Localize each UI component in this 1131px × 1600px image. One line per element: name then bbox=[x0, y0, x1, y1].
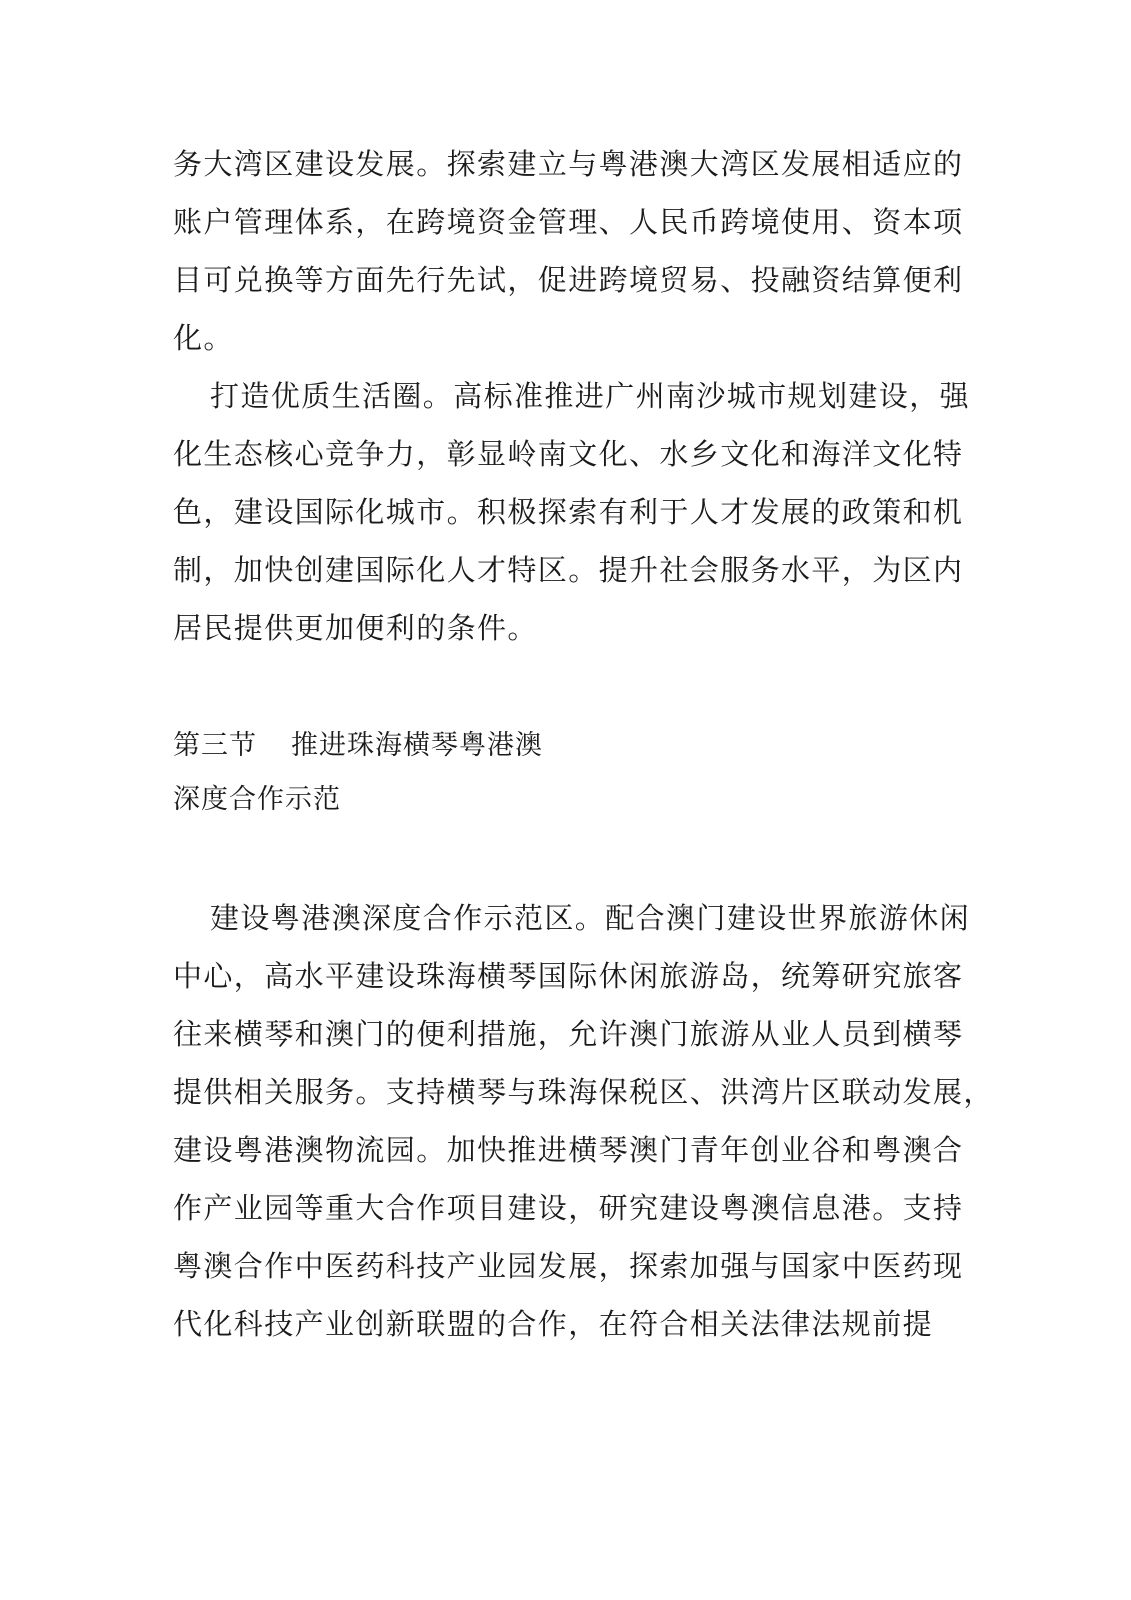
section-title: 推进珠海横琴粤港澳 bbox=[291, 730, 543, 761]
text-line: 粤澳合作中医药科技产业园发展，探索加强与国家中医药现 bbox=[173, 1249, 964, 1283]
text-line: 建设粤港澳深度合作示范区。配合澳门建设世界旅游休闲 bbox=[210, 901, 971, 935]
section-number: 第三节 bbox=[173, 730, 257, 761]
text-line: 往来横琴和澳门的便利措施，允许澳门旅游从业人员到横琴 bbox=[173, 1017, 964, 1051]
text-line: 务大湾区建设发展。探索建立与粤港澳大湾区发展相适应的 bbox=[173, 147, 964, 181]
text-line: 制，加快创建国际化人才特区。提升社会服务水平，为区内 bbox=[173, 553, 964, 587]
text-line: 提供相关服务。支持横琴与珠海保税区、洪湾片区联动发展， bbox=[173, 1075, 994, 1109]
text-line: 色，建设国际化城市。积极探索有利于人才发展的政策和机 bbox=[173, 495, 964, 529]
text-line: 中心，高水平建设珠海横琴国际休闲旅游岛，统筹研究旅客 bbox=[173, 959, 964, 993]
text-line: 居民提供更加便利的条件。 bbox=[173, 611, 538, 645]
text-line: 作产业园等重大合作项目建设，研究建设粤澳信息港。支持 bbox=[173, 1191, 964, 1225]
section-heading-line-2: 深度合作示范 bbox=[173, 784, 341, 815]
text-line: 目可兑换等方面先行先试，促进跨境贸易、投融资结算便利 bbox=[173, 263, 964, 297]
text-line: 打造优质生活圈。高标准推进广州南沙城市规划建设，强 bbox=[210, 379, 971, 413]
text-line: 化生态核心竞争力，彰显岭南文化、水乡文化和海洋文化特 bbox=[173, 437, 964, 471]
text-line: 化。 bbox=[173, 321, 234, 355]
text-line: 代化科技产业创新联盟的合作，在符合相关法律法规前提 bbox=[173, 1307, 934, 1341]
text-line: 账户管理体系，在跨境资金管理、人民币跨境使用、资本项 bbox=[173, 205, 964, 239]
text-line: 建设粤港澳物流园。加快推进横琴澳门青年创业谷和粤澳合 bbox=[173, 1133, 964, 1167]
section-heading-line-1 bbox=[173, 728, 543, 764]
